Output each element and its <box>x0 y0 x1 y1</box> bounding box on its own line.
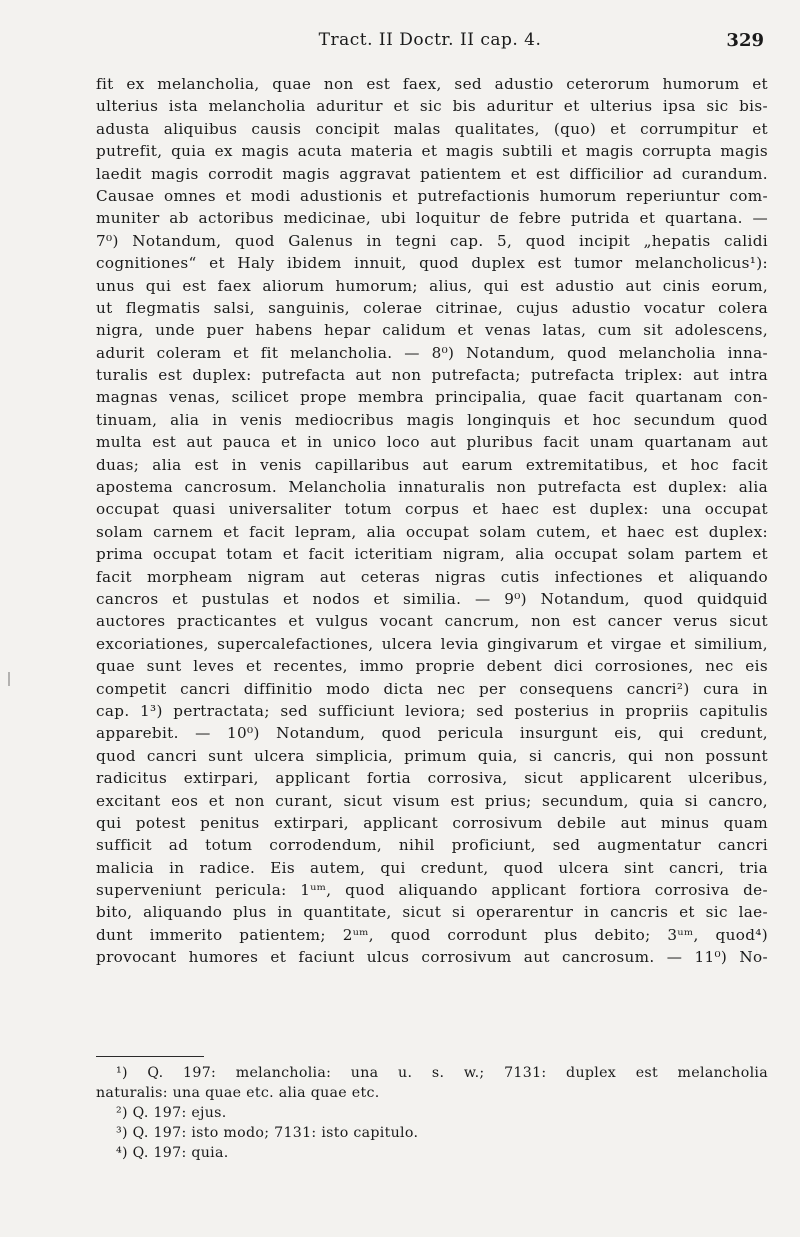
text-line: unus qui est faex aliorum humorum; alius, qui est adustio aut cinis eorum, <box>96 276 768 295</box>
text-line: bito, aliquando plus in quantitate, sicut si operarentur in cancris et sic lae- <box>96 903 768 922</box>
text-line: adurit coleram et fit melancholia. — 8⁰) Notandum, quod melancholia inna- <box>96 343 768 362</box>
footnote-continuation: naturalis: una quae etc. alia quae etc. <box>96 1085 380 1101</box>
text-line: adusta aliquibus causis concipit malas qualitates, (quo) et corrumpitur et <box>96 119 768 138</box>
running-head: Tract. II Doctr. II cap. 4. <box>318 30 542 50</box>
text-line: ut flegmatis salsi, sanguinis, colerae citrinae, cujus adustio vocatur colera <box>96 298 768 317</box>
footnote: ²) Q. 197: ejus. <box>116 1105 227 1121</box>
footnote: ⁴) Q. 197: quia. <box>116 1145 229 1161</box>
text-line: apostema cancrosum. Melancholia innaturalis non putrefacta est duplex: alia <box>96 478 768 497</box>
text-line: excitant eos et non curant, sicut visum est prius; secundum, quia si cancro, <box>96 791 768 810</box>
text-line: ulterius ista melancholia aduritur et sic bis aduritur et ulterius ipsa sic bis- <box>96 97 768 116</box>
text-line: duas; alia est in venis capillaribus aut earum extremitatibus, et hoc facit <box>96 455 768 474</box>
text-line: laedit magis corrodit magis aggravat patientem et est difficilior ad curandum. <box>96 164 768 183</box>
text-line: facit morpheam nigram aut ceteras nigras cutis infectiones et aliquando <box>96 567 768 586</box>
page-edge-mark <box>8 672 10 686</box>
text-line: occupat quasi universaliter totum corpus et haec est duplex: una occupat <box>96 500 768 519</box>
text-line: quae sunt leves et recentes, immo proprie debent dici corrosiones, nec eis <box>96 657 768 676</box>
text-line: putrefit, quia ex magis acuta materia et magis subtili et magis corrupta magis <box>96 142 768 161</box>
text-line: turalis est duplex: putrefacta aut non putrefacta; putrefacta triplex: aut intra <box>96 366 768 385</box>
text-line: cancros et pustulas et nodos et similia. — 9⁰) Notandum, quod quidquid <box>96 589 768 608</box>
text-line: fit ex melancholia, quae non est faex, sed adustio ceterorum humorum et <box>96 75 768 93</box>
text-line: quod cancri sunt ulcera simplicia, primum quia, si cancris, qui non possunt <box>96 746 768 765</box>
text-line: nigra, unde puer habens hepar calidum et venas latas, cum sit adolescens, <box>96 321 768 340</box>
text-line: Causae omnes et modi adustionis et putrefactionis humorum reperiuntur com- <box>96 186 768 205</box>
text-line: radicitus extirpari, applicant fortia corrosiva, sicut applicarent ulceribus, <box>96 769 768 788</box>
footnote: ³) Q. 197: isto modo; 7131: isto capitulo. <box>116 1125 419 1141</box>
text-line: malicia in radice. Eis autem, qui credunt, quod ulcera sint cancri, tria <box>96 858 768 877</box>
text-line: superveniunt pericula: 1ᵘᵐ, quod aliquando applicant fortiora corrosiva de- <box>96 881 768 900</box>
text-line: 7⁰) Notandum, quod Galenus in tegni cap. 5, quod incipit „hepatis calidi <box>96 231 768 250</box>
footnotes <box>96 1063 768 1163</box>
text-line: qui potest penitus extirpari, applicant corrosivum debile aut minus quam <box>96 813 768 832</box>
text-line: multa est aut pauca et in unico loco aut pluribus facit unam quartanam aut <box>96 433 768 452</box>
text-line: magnas venas, scilicet prope membra principalia, quae facit quartanam con- <box>96 388 768 407</box>
text-line: auctores practicantes et vulgus vocant cancrum, non est cancer verus sicut <box>96 612 768 631</box>
footnote-divider <box>96 1056 204 1057</box>
text-line: provocant humores et faciunt ulcus corrosivum aut cancrosum. — 11⁰) No- <box>96 948 768 967</box>
text-line: muniter ab actoribus medicinae, ubi loquitur de febre putrida et quartana. — <box>96 209 768 228</box>
text-line: tinuam, alia in venis mediocribus magis longinquis et hoc secundum quod <box>96 410 768 429</box>
text-line: solam carnem et facit lepram, alia occupat solam cutem, et haec est duplex: <box>96 522 768 541</box>
text-line: competit cancri diffinitio modo dicta nec per consequens cancri²) cura in <box>96 679 768 698</box>
page-header <box>96 30 764 56</box>
text-line: sufficit ad totum corrodendum, nihil proficiunt, sed augmentatur cancri <box>96 836 768 855</box>
main-text <box>96 73 768 969</box>
page-number: 329 <box>726 30 764 51</box>
text-line: prima occupat totam et facit icteritiam nigram, alia occupat solam partem et <box>96 545 768 564</box>
text-line: apparebit. — 10⁰) Notandum, quod pericula insurgunt eis, qui credunt, <box>96 724 768 743</box>
text-line: dunt immerito patientem; 2ᵘᵐ, quod corrodunt plus debito; 3ᵘᵐ, quod⁴) <box>96 925 768 944</box>
text-line: cap. 1³) pertractata; sed sufficiunt leviora; sed posterius in propriis capitulis <box>96 701 768 720</box>
text-line: excoriationes, supercalefactiones, ulcera levia gingivarum et virgae et similium, <box>96 634 768 653</box>
text-line: cognitiones“ et Haly ibidem innuit, quod duplex est tumor melancholicus¹): <box>96 254 768 273</box>
footnote: ¹) Q. 197: melancholia: una u. s. w.; 7131: duplex est melancholia <box>116 1065 768 1081</box>
